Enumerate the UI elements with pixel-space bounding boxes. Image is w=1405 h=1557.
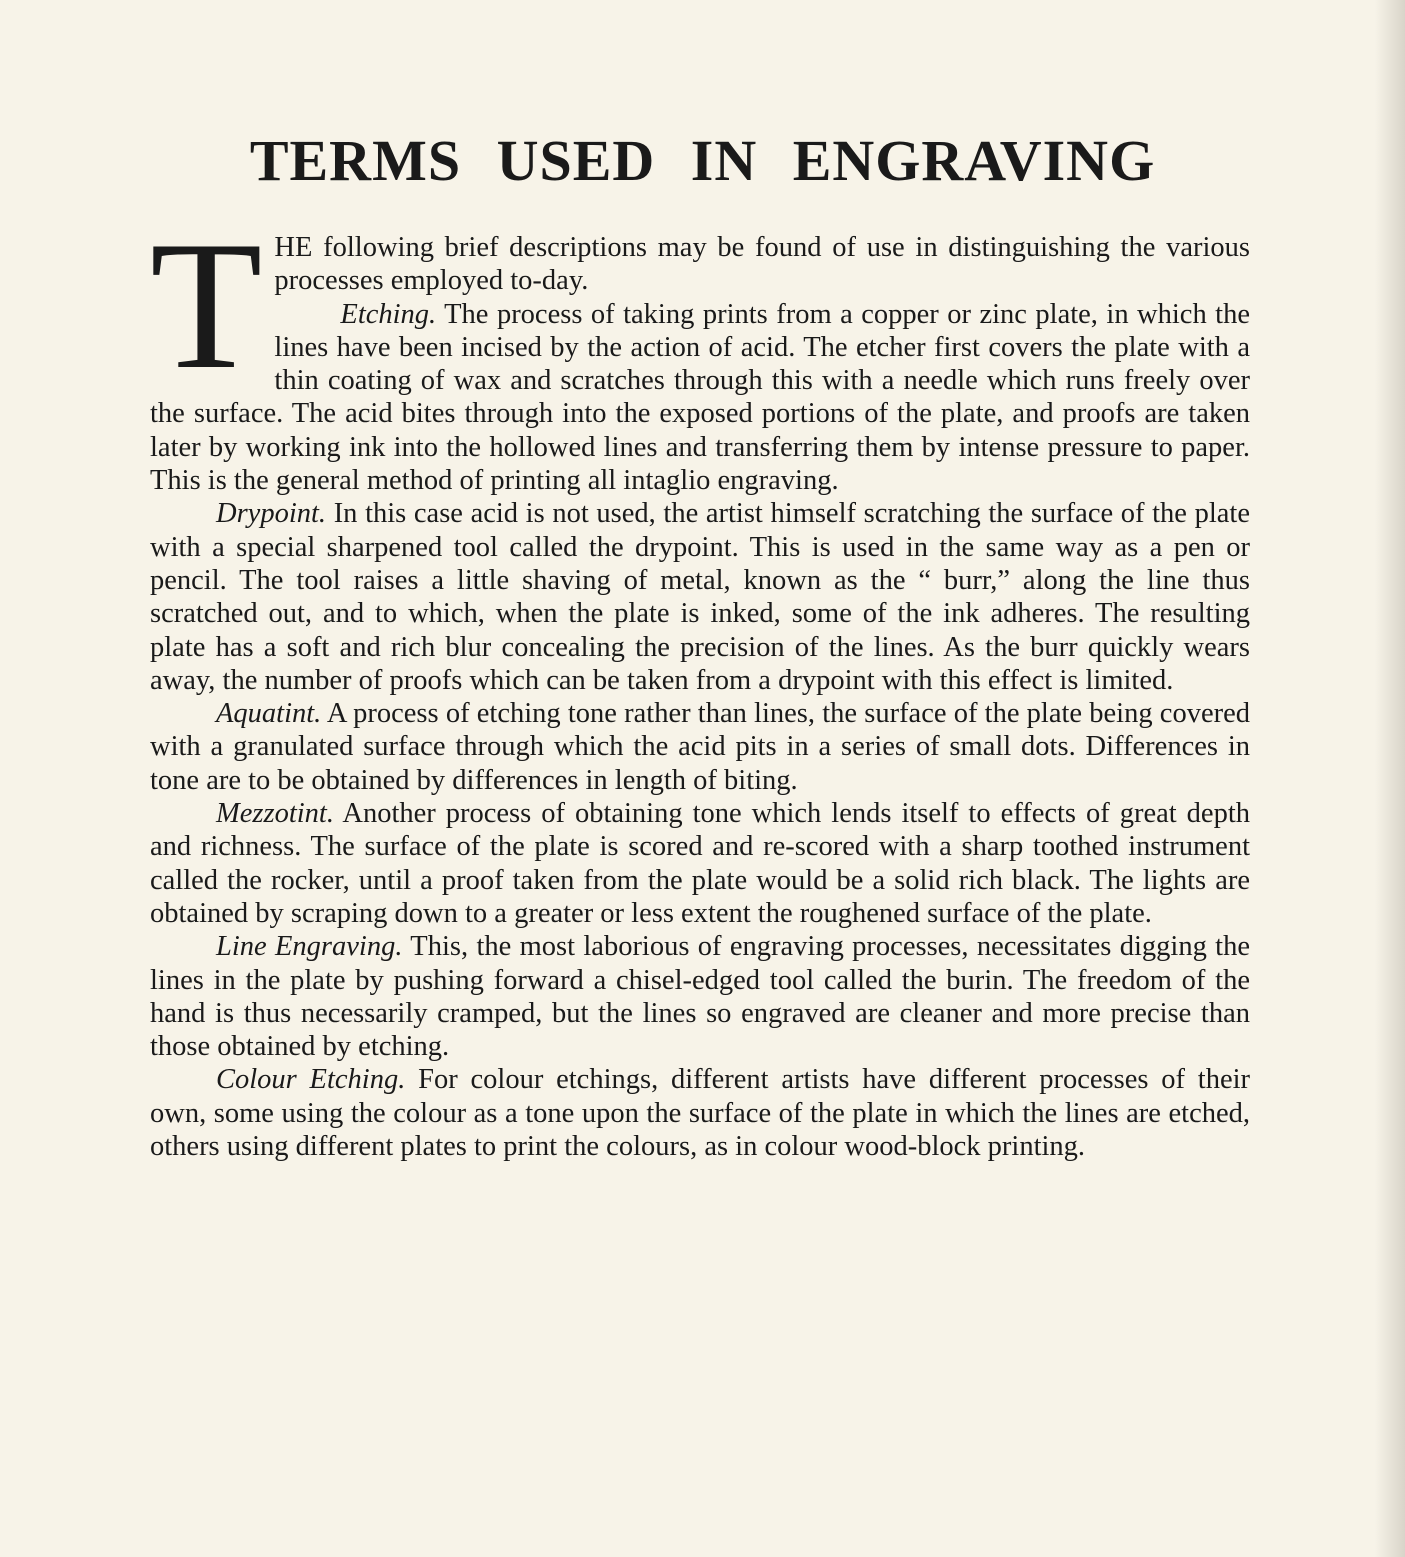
term-description: The process of taking prints from a copper or zinc plate, in which the lines have been incised by the action of acid. The etcher first covers the plate with a thin coating of wax and scratches through this with a needle which runs freely over the surface. The acid bites through into the exposed portions of the plate, and proofs are taken later by working ink into the hollowed lines and transferring them by intense pressure to paper. This is the general method of printing all intaglio engraving. (150, 298, 1250, 497)
term-label: Aquatint. (216, 698, 322, 730)
entry-colour-etching (150, 1063, 1250, 1163)
entry-mezzotint (150, 797, 1250, 930)
term-label: Drypoint. (216, 498, 327, 530)
intro-text: HE following brief descriptions may be found of use in distinguishing the various processes employed to-day. (274, 232, 1250, 297)
term-description: A process of etching tone rather than lines, the surface of the plate being covered with a granulated surface through which the acid pits in a series of small dots. Differences in tone are to be obtained by differences in length of biting. (150, 698, 1250, 796)
intro-paragraph (150, 231, 1250, 298)
page-edge-shadow (1375, 0, 1405, 1557)
entry-etching (150, 298, 1250, 498)
term-label: Etching. (340, 298, 437, 330)
term-label: Colour Etching. (216, 1064, 406, 1096)
term-description: For colour etchings, different artists have different processes of their own, some using the colour as a tone upon the surface of the plate in which the lines are etched, others using different plates to print the colours, as in colour wood-block printing. (150, 1064, 1251, 1163)
term-description: This, the most laborious of engraving processes, necessitates digging the lines in the plate by pushing forward a chisel-edged tool called the burin. The freedom of the hand is thus necessarily cramped, but the lines so engraved are cleaner and more precise than those obtained by etching. (150, 931, 1250, 1063)
term-label: Line Engraving. (216, 931, 403, 963)
drop-cap: T (150, 203, 263, 407)
body-text (150, 203, 1251, 1163)
term-label: Mezzotint. (216, 798, 334, 830)
entry-line-engraving (150, 930, 1250, 1063)
term-description: In this case acid is not used, the artist himself scratching the surface of the plate with a special sharpened tool called the drypoint. This is used in the same way as a pen or pencil. The tool raises a little shaving of metal, known as the “ burr,” along the line thus scratched out, and to which, when the plate is inked, some of the ink adheres. The resulting plate has a soft and rich blur concealing the precision of the lines. As the burr quickly wears away, the number of proofs which can be taken from a drypoint with this effect is limited. (150, 498, 1250, 696)
term-description: Another process of obtaining tone which lends itself to effects of great depth and richness. The surface of the plate is scored and re-scored with a sharp toothed instrument called the rocker, until a proof taken from the plate would be a solid rich black. The lights are obtained by scraping down to a greater or less extent the roughened surface of the plate. (150, 798, 1250, 929)
entry-drypoint (150, 497, 1250, 697)
page-title: TERMS USED IN ENGRAVING (249, 128, 1156, 193)
entry-aquatint (150, 697, 1250, 797)
